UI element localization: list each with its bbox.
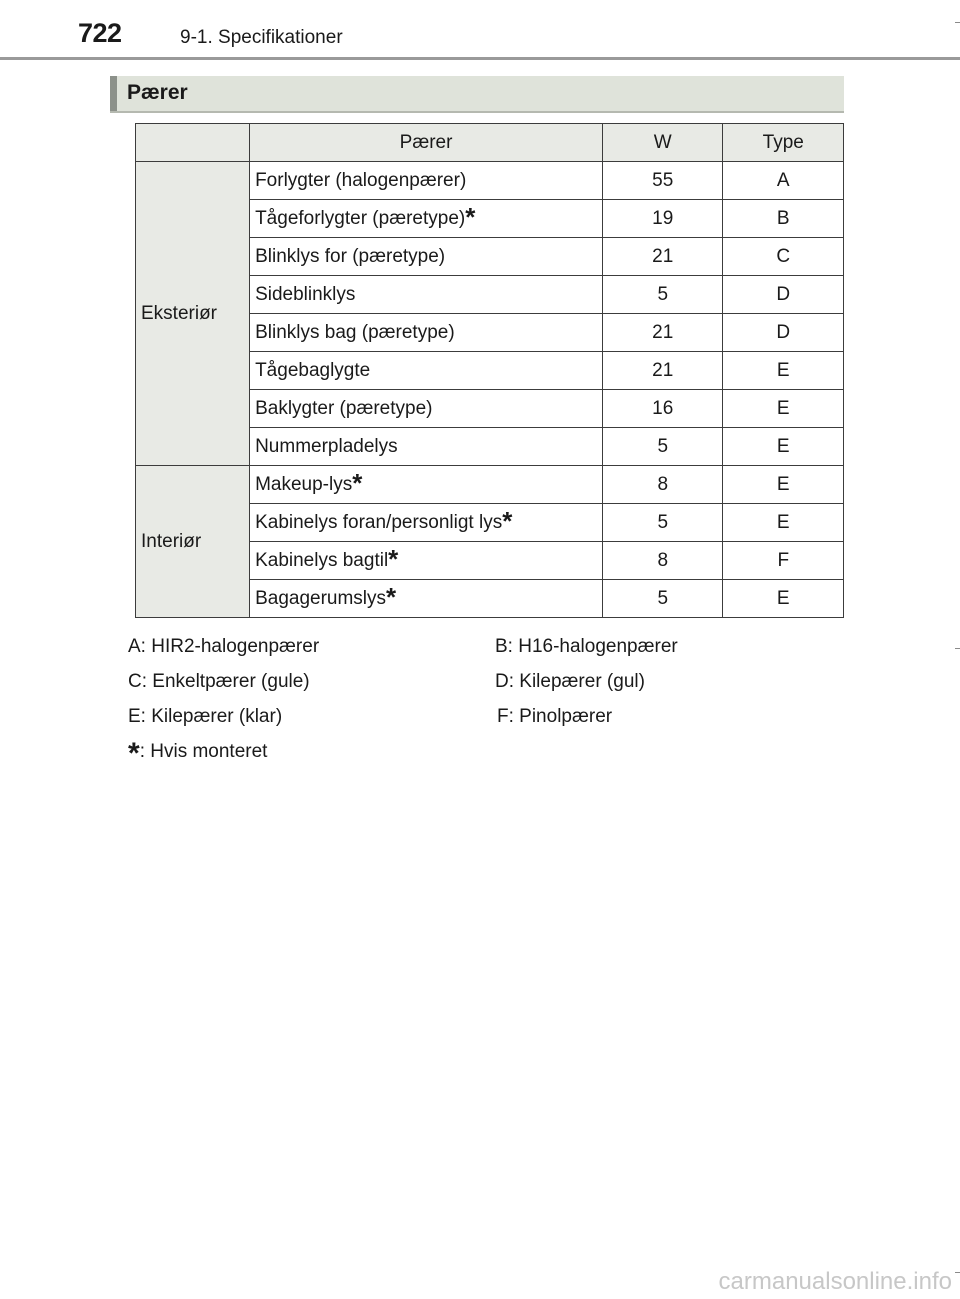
watermark: carmanualsonline.info (718, 1268, 952, 1295)
legend-a: A: HIR2-halogenpærer (128, 636, 320, 657)
watt-cell: 21 (603, 352, 723, 390)
type-cell: E (723, 466, 844, 504)
footnote-star: * (386, 581, 397, 612)
type-cell: F (723, 542, 844, 580)
type-cell: D (723, 276, 844, 314)
bulb-name-cell (250, 542, 603, 580)
column-header: Pærer (250, 124, 603, 162)
type-cell: E (723, 580, 844, 618)
bulb-name-cell (250, 580, 603, 618)
watt-cell: 55 (603, 162, 723, 200)
bulb-name-cell (250, 276, 603, 314)
bulb-name: Forlygter (halogenpærer) (255, 169, 467, 191)
page-header (0, 0, 960, 62)
type-cell: B (723, 200, 844, 238)
type-cell: A (723, 162, 844, 200)
bulb-name-cell (250, 390, 603, 428)
page-number: 722 (78, 18, 122, 48)
chapter-title: 9-1. Specifikationer (180, 27, 343, 48)
table-row (136, 466, 844, 504)
footnote (128, 737, 268, 770)
legend-c: C: Enkeltpærer (gule) (128, 671, 310, 692)
type-cell: E (723, 390, 844, 428)
crop-mark (955, 22, 960, 23)
bulb-name-cell (250, 504, 603, 542)
bulb-name: Blinklys bag (pæretype) (255, 321, 455, 343)
column-header: W (603, 124, 723, 162)
bulb-name-cell (250, 238, 603, 276)
watt-cell: 5 (603, 504, 723, 542)
bulb-name: Tågebaglygte (255, 359, 371, 381)
watt-cell: 19 (603, 200, 723, 238)
bulb-name: Baklygter (pæretype) (255, 397, 433, 419)
header-rule (0, 57, 960, 60)
watt-cell: 5 (603, 580, 723, 618)
watt-cell: 8 (603, 542, 723, 580)
watt-cell: 21 (603, 238, 723, 276)
bulb-name: Blinklys for (pæretype) (255, 245, 446, 267)
bulb-name-cell (250, 162, 603, 200)
legend-d: D: Kilepærer (gul) (495, 671, 645, 692)
footnote-star: * (465, 201, 476, 232)
table-header-row (136, 124, 844, 162)
watt-cell: 5 (603, 276, 723, 314)
group-label-interior: Interiør (136, 466, 250, 618)
column-header: Type (723, 124, 844, 162)
bulb-name-cell (250, 466, 603, 504)
bulb-name-cell (250, 428, 603, 466)
bulb-name-cell (250, 314, 603, 352)
watt-cell: 8 (603, 466, 723, 504)
crop-mark (955, 648, 960, 649)
section-title: Pærer (127, 81, 188, 104)
type-cell: E (723, 504, 844, 542)
bulb-name-cell (250, 352, 603, 390)
type-cell: C (723, 238, 844, 276)
type-cell: D (723, 314, 844, 352)
watt-cell: 21 (603, 314, 723, 352)
bulb-name: Sideblinklys (255, 283, 356, 305)
bulb-table (135, 123, 844, 618)
type-cell: E (723, 352, 844, 390)
bulb-name: Tågeforlygter (pæretype) (255, 207, 466, 229)
bulb-name: Bagagerumslys (255, 587, 387, 609)
bulb-name-cell (250, 200, 603, 238)
footnote-star: * (128, 737, 140, 770)
crop-mark (955, 1272, 960, 1273)
footnote-text: : Hvis monteret (139, 741, 268, 762)
bulb-name: Nummerpladelys (255, 435, 398, 457)
watt-cell: 16 (603, 390, 723, 428)
bulb-name: Kabinelys bagtil (255, 549, 389, 571)
column-header (136, 124, 250, 162)
type-cell: E (723, 428, 844, 466)
watt-cell: 5 (603, 428, 723, 466)
footnote-star: * (388, 543, 399, 574)
footnote-star: * (352, 467, 363, 498)
legend-e: E: Kilepærer (klar) (128, 706, 283, 727)
bulb-name: Kabinelys foran/personligt lys (255, 511, 503, 533)
section-bar (110, 76, 117, 111)
group-label-exterior: Eksteriør (136, 162, 250, 466)
legend-f: F: Pinolpærer (497, 706, 613, 727)
section-heading (110, 76, 844, 113)
table-row (136, 162, 844, 200)
footnote-star: * (502, 505, 513, 536)
bulb-name: Makeup-lys (255, 473, 353, 495)
legend-b: B: H16-halogenpærer (495, 636, 678, 657)
